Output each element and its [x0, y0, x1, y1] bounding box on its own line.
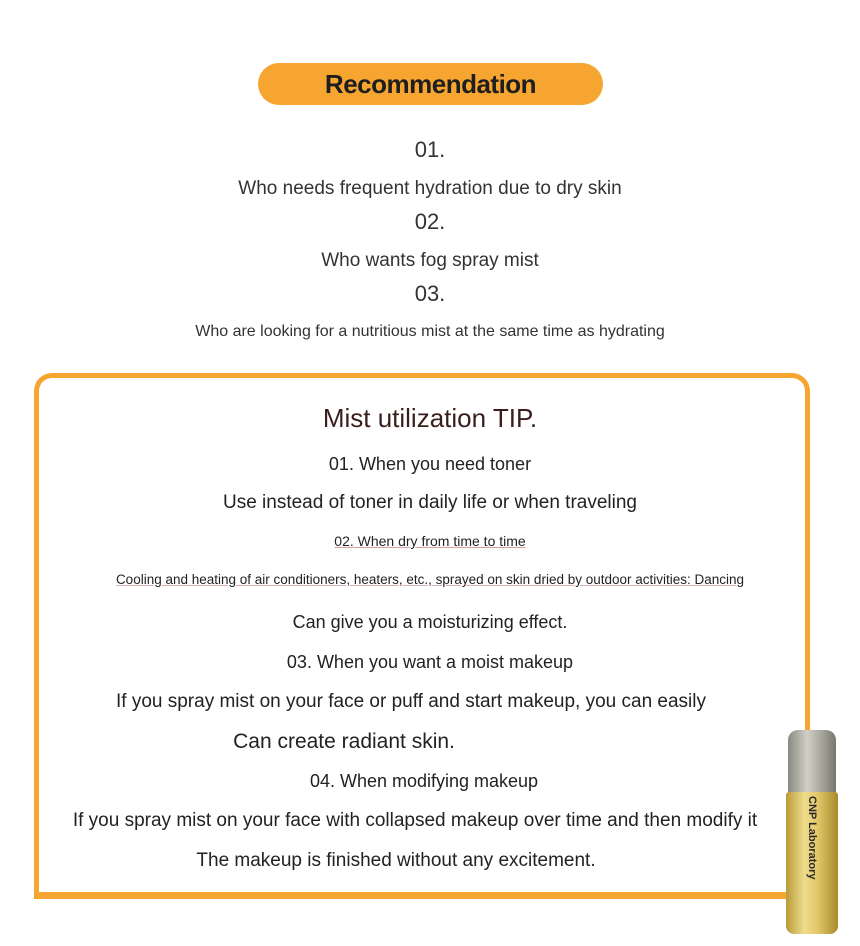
product-cap — [788, 730, 836, 794]
tip-heading-3: 03. When you want a moist makeup — [286, 652, 574, 672]
tip-line-4-1: If you spray mist on your face with collapsed makeup over time and then modify it — [72, 810, 758, 831]
tip-line-1-1: Use instead of toner in daily life or when traveling — [222, 492, 637, 513]
tip-heading-1: 01. When you need toner — [328, 454, 532, 474]
tip-line-3-1: If you spray mist on your face or puff and start makeup, you can easily — [115, 691, 706, 712]
recommendation-text-2: Who wants fog spray mist — [321, 250, 539, 271]
recommendation-number-3: 03. — [414, 281, 446, 306]
recommendation-text-1: Who needs frequent hydration due to dry skin — [238, 178, 622, 199]
tip-line-3-2: Can create radiant skin. — [233, 730, 455, 753]
product-brand-label: CNP Laboratory — [806, 796, 818, 880]
recommendation-number-2: 02. — [414, 209, 446, 234]
tip-line-4-2: The makeup is finished without any excitement. — [196, 850, 596, 871]
tip-line-2-2: Can give you a moisturizing effect. — [292, 612, 568, 632]
product-image — [786, 730, 838, 934]
recommendation-text-3: Who are looking for a nutritious mist at the same time as hydrating — [195, 323, 665, 340]
recommendation-badge: Recommendation — [258, 63, 603, 105]
tip-heading-2: 02. When dry from time to time — [334, 533, 526, 549]
tip-heading-4: 04. When modifying makeup — [309, 771, 539, 791]
tip-line-2-1: Cooling and heating of air conditioners, heaters, etc., sprayed on skin dried by outdoor activities: Dancing — [115, 572, 745, 587]
tip-title: Mist utilization TIP. — [322, 403, 538, 433]
recommendation-number-1: 01. — [414, 137, 446, 162]
